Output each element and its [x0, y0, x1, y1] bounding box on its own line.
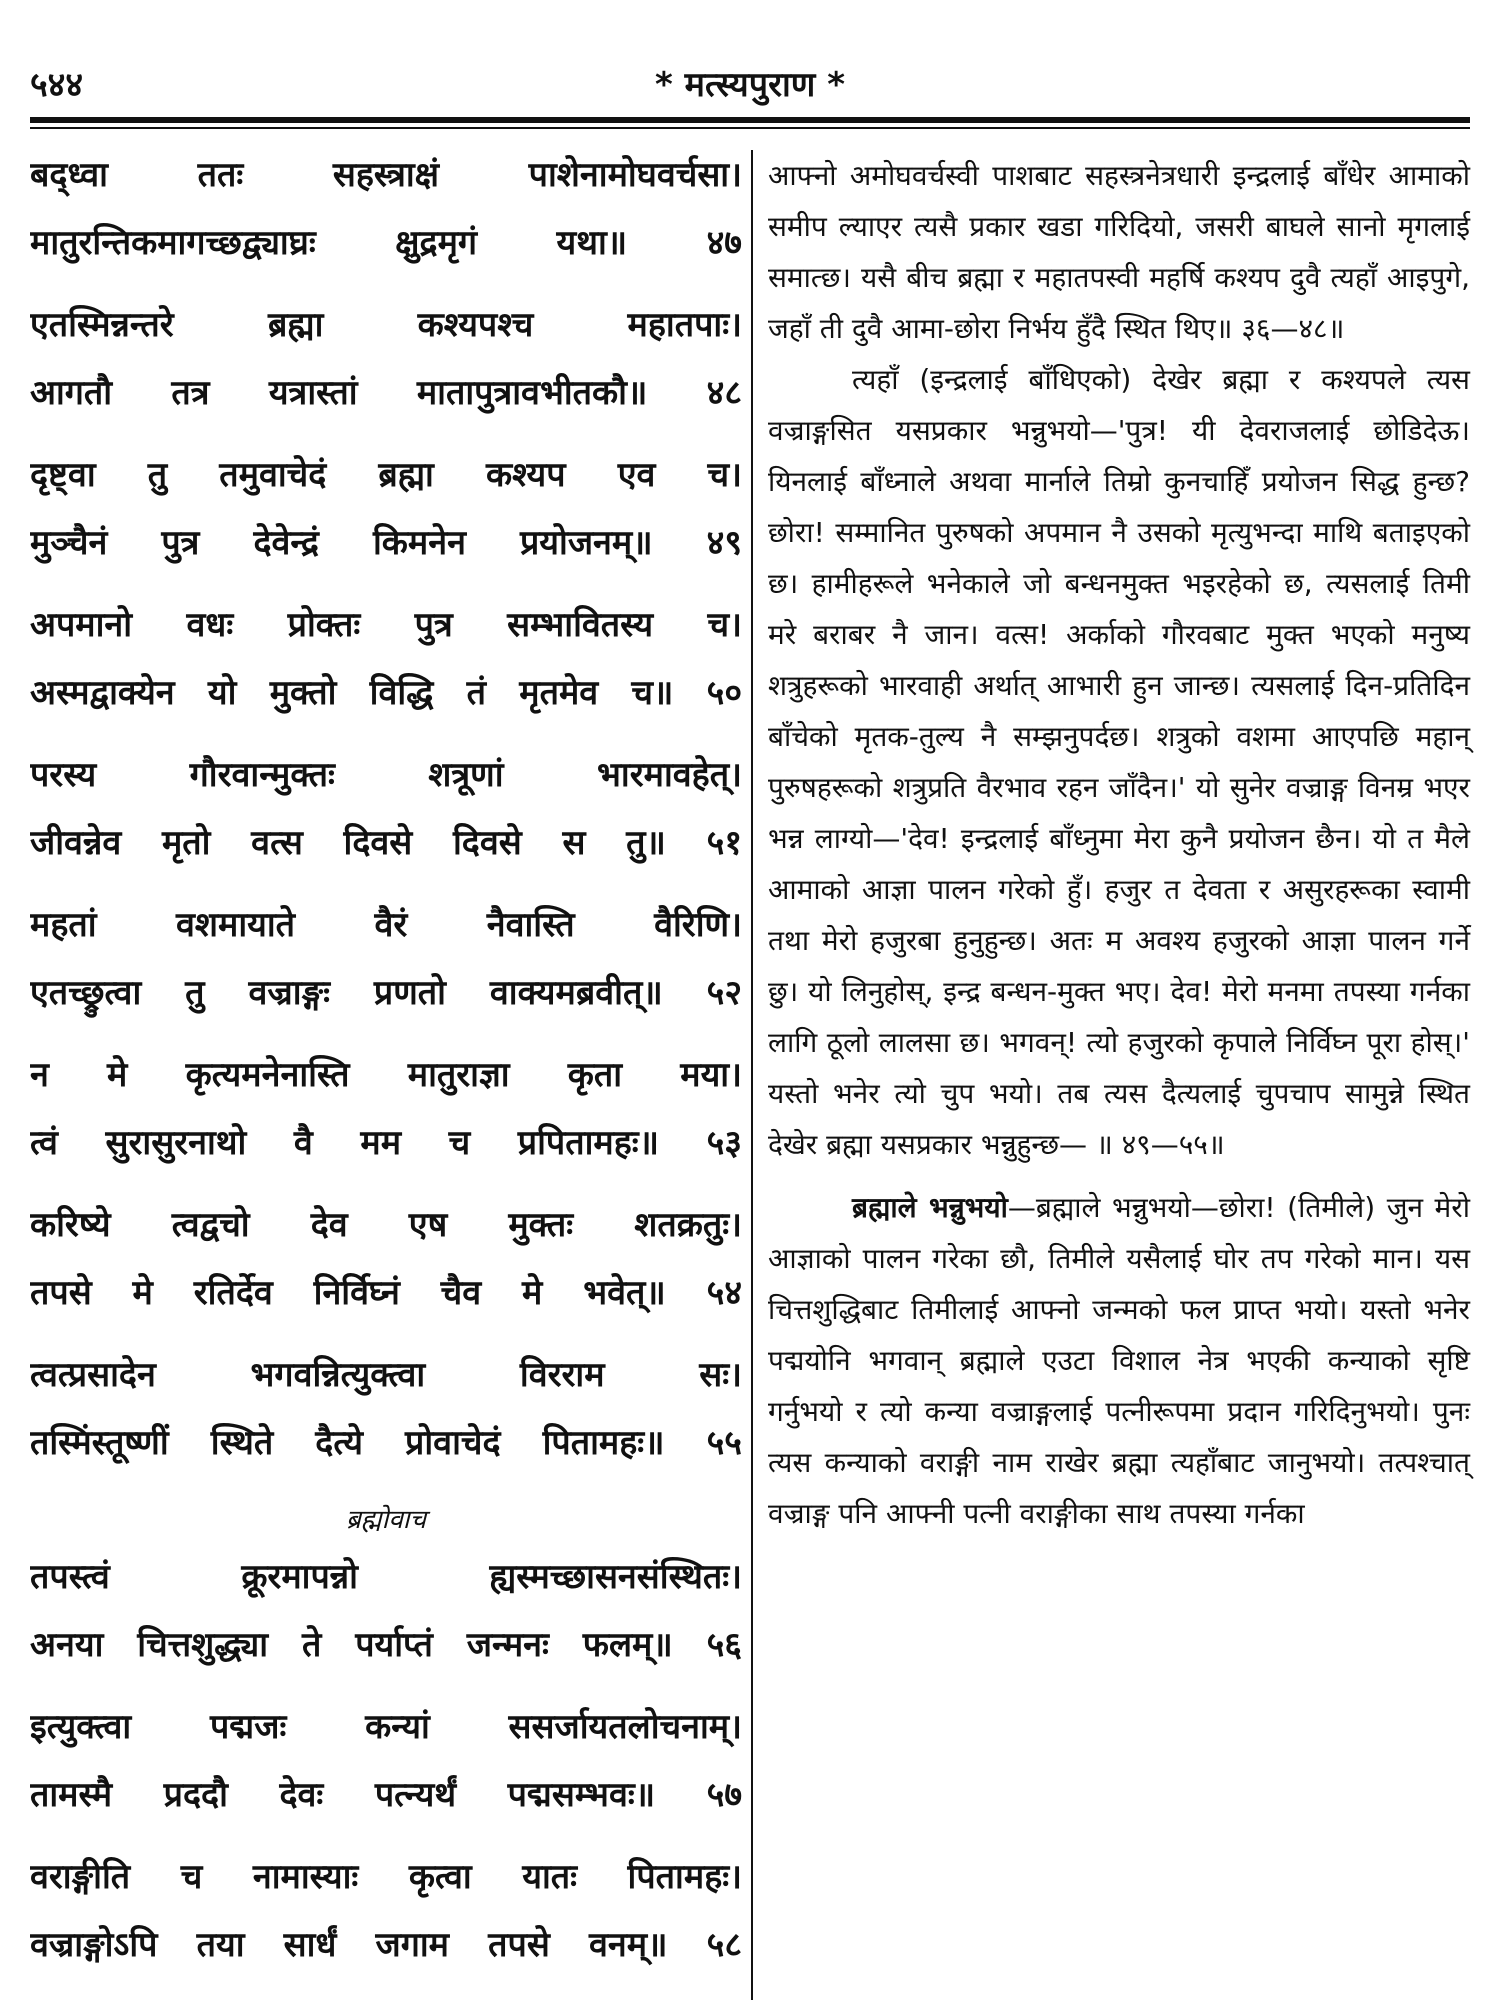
translation-paragraph: त्यहाँ (इन्द्रलाई बाँधिएको) देखेर ब्रह्मा र कश्यपले त्यस वज्राङ्गसित यसप्रकार भन्नुभयो—'पुत्र! यी देवराजलाई छोडिदेऊ। यिनलाई बाँध्नाले अथवा मार्नाले तिम्रो कुनचाहिँ प्रयोजन सिद्ध हुन्छ? छोरा! सम्मानित पुरुषको अपमान नै उसको मृत्युभन्दा माथि बताइएको छ। हामीहरूले भनेकाले जो बन्धनमुक्त भइरहेको छ, त्यसलाई तिमी मरे बराबर नै जान। वत्स! अर्काको गौरवबाट मुक्त भएको मनुष्य शत्रुहरूको भारवाही अर्थात् आभारी हुन जान्छ। त्यसलाई दिन-प्रतिदिन बाँचेको मृतक-तुल्य नै सम्झनुपर्दछ। शत्रुको वशमा आएपछि महान् पुरुषहरूको शत्रुप्रति वैरभाव रहन जाँदैन।' यो सुनेर वज्राङ्ग विनम्र भएर भन्न लाग्यो—'देव! इन्द्रलाई बाँध्नुमा मेरा कुनै प्रयोजन छैन। यो त मैले आमाको आज्ञा पालन गरेको हुँ। हजुर त देवता र असुरहरूका स्वामी तथा मेरो हजुरबा हुनुहुन्छ। अतः म अवश्य हजुरको आज्ञा पालन गर्ने छु। यो लिनुहोस्, इन्द्र बन्धन-मुक्त भए। देव! मेरो मनमा तपस्या गर्नका लागि ठूलो लालसा छ। भगवन्! त्यो हजुरको कृपाले निर्विघ्न पूरा होस्।' यस्तो भनेर त्यो चुप भयो। तब त्यस दैत्यलाई चुपचाप सामुन्ने स्थित देखेर ब्रह्मा यसप्रकार भन्नुहुन्छ— ॥ ४९—५५॥ [768, 363, 1470, 1161]
verse-51 [30, 750, 742, 886]
verse-line: न मे कृत्यमनेनास्ति मातुराज्ञा कृता मया। [30, 1055, 742, 1095]
header-rule-thick [30, 117, 1470, 123]
nepali-translation-column [768, 150, 1470, 1539]
verse-line: वज्राङ्गोऽपि तया सार्धं जगाम तपसे वनम्॥ ५८ [30, 1925, 742, 1965]
verse-line: वराङ्गीति च नामास्याः कृत्वा यातः पितामहः। [30, 1857, 742, 1897]
verse-58 [30, 1852, 742, 1988]
translation-paragraph: आफ्नो अमोघवर्चस्वी पाशबाट सहस्त्रनेत्रधारी इन्द्रलाई बाँधेर आमाको समीप ल्याएर त्यसै प्रकार खडा गरिदियो, जसरी बाघले सानो मृगलाई समात्छ। यसै बीच ब्रह्मा र महातपस्वी महर्षि कश्यप दुवै त्यहाँ आइपुगे, जहाँ ती दुवै आमा-छोरा निर्भय हुँदै स्थित थिए॥ ३६—४८॥ [768, 159, 1470, 345]
verse-line: जीवन्नेव मृतो वत्स दिवसे दिवसे स तु॥ ५१ [30, 823, 742, 863]
verse-line: अनया चित्तशुद्ध्या ते पर्याप्तं जन्मनः फलम्॥ ५६ [30, 1625, 742, 1665]
verse-line: इत्युक्त्वा पद्मजः कन्यां ससर्जायतलोचनाम्। [30, 1707, 742, 1747]
verse-line: मुञ्चैनं पुत्र देवेन्द्रं किमनेन प्रयोजनम्॥ ४९ [30, 523, 742, 563]
speaker-heading: ब्रह्मोवाच [345, 1505, 427, 1535]
verse-line: आगतौ तत्र यत्रास्तां मातापुत्रावभीतकौ॥ ४८ [30, 373, 742, 413]
verse-line: एतस्मिन्नन्तरे ब्रह्मा कश्यपश्च महातपाः। [30, 305, 742, 345]
column-divider [751, 150, 753, 2000]
verse-57 [30, 1702, 742, 1838]
verse-line: तस्मिंस्तूष्णीं स्थिते दैत्ये प्रोवाचेदं पितामहः॥ ५५ [30, 1423, 742, 1463]
verse-50 [30, 600, 742, 736]
verse-56 [30, 1552, 742, 1688]
verse-line: मातुरन्तिकमागच्छद्व्याघ्रः क्षुद्रमृगं यथा॥ ४७ [30, 223, 742, 263]
verse-52 [30, 900, 742, 1036]
verse-line: तामस्मै प्रददौ देवः पत्न्यर्थं पद्मसम्भवः॥ ५७ [30, 1775, 742, 1815]
page-number: ५४४ [30, 65, 84, 105]
sanskrit-column [30, 150, 742, 2002]
verse-48 [30, 300, 742, 436]
verse-line: बद्ध्वा ततः सहस्त्राक्षं पाशेनामोघवर्चसा। [30, 155, 742, 195]
verse-line: त्वं सुरासुरनाथो वै मम च प्रपितामहः॥ ५३ [30, 1123, 742, 1163]
translation-paragraph [768, 1182, 1470, 1539]
verse-line: त्वत्प्रसादेन भगवन्नित्युक्त्वा विरराम सः। [30, 1355, 742, 1395]
verse-line: महतां वशमायाते वैरं नैवास्ति वैरिणि। [30, 905, 742, 945]
verse-line: करिष्ये त्वद्वचो देव एष मुक्तः शतक्रतुः। [30, 1205, 742, 1245]
verse-49 [30, 450, 742, 586]
verse-line: दृष्ट्वा तु तमुवाचेदं ब्रह्मा कश्यप एव च। [30, 455, 742, 495]
verse-line: अस्मद्वाक्येन यो मुक्तो विद्धि तं मृतमेव च॥ ५० [30, 673, 742, 713]
verse-line: परस्य गौरवान्मुक्तः शत्रूणां भारमावहेत्। [30, 755, 742, 795]
running-title: * मत्स्यपुराण * [655, 65, 845, 105]
page-header [30, 60, 1470, 110]
verse-line: तपस्त्वं क्रूरमापन्नो ह्यस्मच्छासनसंस्थितः। [30, 1557, 742, 1597]
verse-47 [30, 150, 742, 286]
verse-line: तपसे मे रतिर्देव निर्विघ्नं चैव मे भवेत्॥ ५४ [30, 1273, 742, 1313]
header-rule-thin [30, 127, 1470, 129]
verse-53 [30, 1050, 742, 1186]
verse-54 [30, 1200, 742, 1336]
speaker-lead: ब्रह्माले भन्नुभयो [852, 1191, 1008, 1224]
verse-55 [30, 1350, 742, 1486]
verse-line: एतच्छ्रुत्वा तु वज्राङ्गः प्रणतो वाक्यमब्रवीत्॥ ५२ [30, 973, 742, 1013]
paragraph-text: —ब्रह्माले भन्नुभयो—छोरा! (तिमीले) जुन मेरो आज्ञाको पालन गरेका छौ, तिमीले यसैलाई घोर तप गरेको मान। यस चित्तशुद्धिबाट तिमीलाई आफ्नो जन्मको फल प्राप्त भयो। यस्तो भनेर पद्मयोनि भगवान् ब्रह्माले एउटा विशाल नेत्र भएकी कन्याको सृष्टि गर्नुभयो र त्यो कन्या वज्राङ्गलाई पत्नीरूपमा प्रदान गरिदिनुभयो। पुनः त्यस कन्याको वराङ्गी नाम राखेर ब्रह्मा त्यहाँबाट जानुभयो। तत्पश्चात् वज्राङ्ग पनि आफ्नी पत्नी वराङ्गीका साथ तपस्या गर्नका [768, 1191, 1470, 1530]
verse-line: अपमानो वधः प्रोक्तः पुत्र सम्भावितस्य च। [30, 605, 742, 645]
